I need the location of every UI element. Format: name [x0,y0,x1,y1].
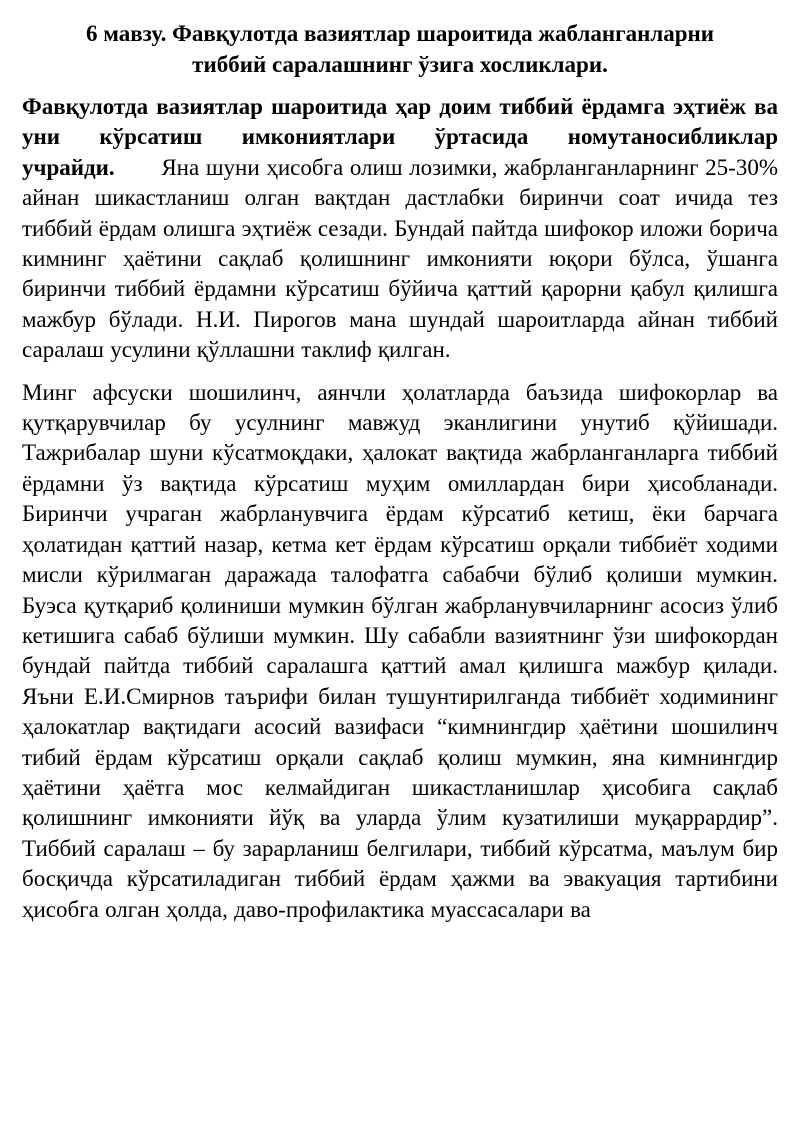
paragraph-2-body: Минг афсуски шошилинч, аянчли ҳолатларда баъзида шифокорлар ва қутқарувчилар бу усулнинг мавжуд эканлигини унутиб қўйишади. Тажрибалар шуни кўсатмоқдаки, ҳалокат вақтида жабрланганларга тиббий ёрдамни ўз вақтида кўрсатиш муҳим омиллардан бири ҳисобланади. Биринчи учраган жабрланувчига ёрдам кўрсатиб кетиш, ёки барчага ҳолатидан қаттий назар, кетма кет ёрдам кўрсатиш орқали тиббиёт ходими мисли кўрилмаган даражада талофатга сабабчи бўлиб қолиши мумкин. Буэса қутқариб қолиниши мумкин бўлган жабрланувчиларнинг асосиз ўлиб кетишига сабаб бўлиши мумкин. Шу сабабли вазиятнинг ўзи шифокордан бундай пайтда тиббий саралашга қаттий амал қилишга мажбур қилади. Яъни Е.И.Смирнов таърифи билан тушунтирилганда тиббиёт ходимининг ҳалокатлар вақтидаги асосий вазифаси “кимнингдир ҳаётини шошилинч тибий ёрдам кўрсатиш орқали сақлаб қолиш мумкин, яна кимнингдир ҳаётини ҳаётга мос келмайдиган шикастланишлар ҳисобига сақлаб қолишнинг имконияти йўқ ва уларда ўлим кузатилиши муқаррардир”. Тиббий саралаш – бу зарарланиш белгилари, тиббий кўрсатма, маълум бир босқичда кўрсатиладиган тиббий ёрдам ҳажми ва эвакуация тартибини ҳисобга олган ҳолда, даво-профилактика муассасалари ва [22,379,778,922]
paragraph-1 [22,92,778,366]
page-title [22,18,778,80]
paragraph-1-lead: Фавқулотда вазиятлар шароитида ҳар доим тиббий ёрдамга эҳтиёж ва уни кўрсатиш имкониятлари ўртасида номутаносибликлар учрайди. [22,94,778,180]
page-title-line-2: тиббий саралашнинг ўзига хосликлари. [192,52,608,77]
paragraph-2 [22,378,778,925]
paragraph-1-body: Яна шуни ҳисобга олиш лозимки, жабрланганларнинг 25-30% айнан шикастланиш олган вақтдан дастлабки биринчи соат ичида тез тиббий ёрдам олишга эҳтиёж сезади. Бундай пайтда шифокор иложи борича кимнинг ҳаётини сақлаб қолишнинг имконияти юқори бўлса, ўшанга биринчи тиббий ёрдамни кўрсатиш бўйича қаттий қарорни қабул қилишга мажбур бўлади. Н.И. Пирогов мана шундай шароитларда айнан тиббий саралаш усулини қўллашни таклиф қилган. [22,154,779,363]
page-title-line-1: 6 мавзу. Фавқулотда вазиятлар шароитида жабланганларни [85,21,715,46]
